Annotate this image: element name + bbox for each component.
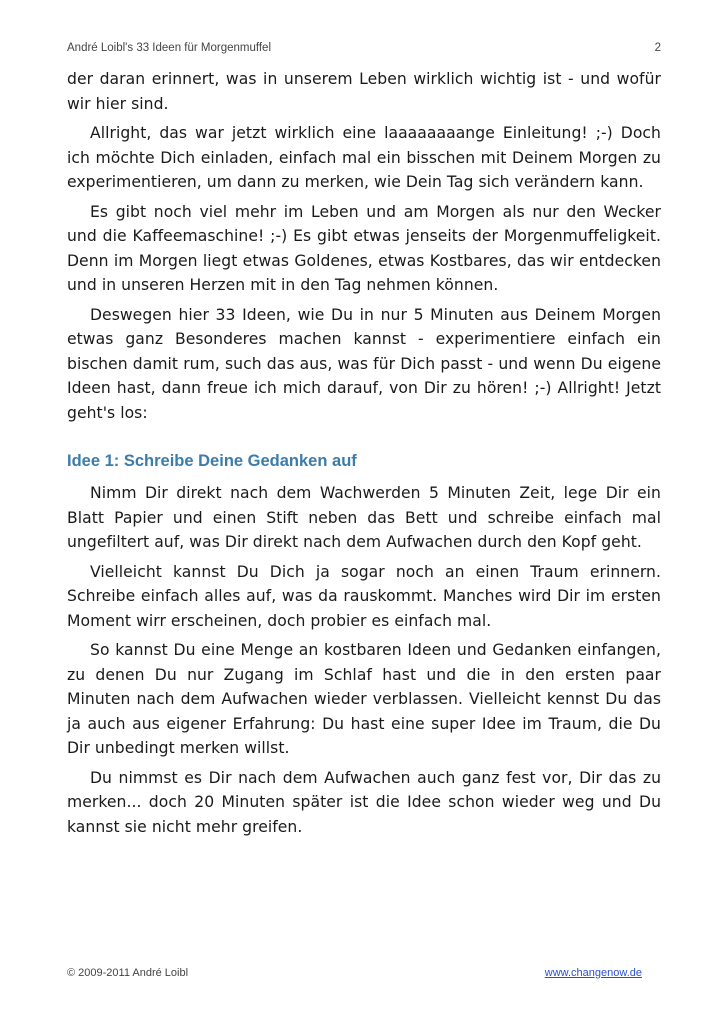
document-body [67, 67, 661, 844]
paragraph: Nimm Dir direkt nach dem Wachwerden 5 Minuten Zeit, lege Dir ein Blatt Papier und einen Stift neben das Bett und schreibe einfach mal ungefiltert auf, was Dir direkt nach dem Aufwachen durch den Kopf geht. [67, 484, 661, 551]
paragraph: Es gibt noch viel mehr im Leben und am Morgen als nur den Wecker und die Kaffeemaschine! ;-) Es gibt etwas jenseits der Morgenmuffeligkeit. Denn im Morgen liegt etwas Goldenes, etwas Kostbares, das wir entdecken und in unseren Herzen mit in den Tag nehmen können. [67, 202, 661, 294]
footer-copyright: © 2009-2011 André Loibl [67, 967, 189, 979]
header-title: André Loibl's 33 Ideen für Morgenmuffel [67, 42, 271, 54]
paragraph: Allright, das war jetzt wirklich eine laaaaaaaange Einleitung! ;-) Doch ich möchte Dich einladen, einfach mal ein bisschen mit Deinem Morgen zu experimentieren, um dann zu merken, wie Dein Tag sich verändern kann. [67, 124, 661, 191]
paragraph: Du nimmst es Dir nach dem Aufwachen auch ganz fest vor, Dir das zu merken... doch 20 Minuten später ist die Idee schon wieder weg und Du kannst sie nicht mehr greifen. [67, 768, 661, 836]
paragraph: Deswegen hier 33 Ideen, wie Du in nur 5 Minuten aus Deinem Morgen etwas ganz Besonderes machen kannst - experimentiere einfach ein bischen damit rum, such das aus, was für Dich passt - und wenn Du eigene Ideen hast, dann freue ich mich darauf, von Dir zu hören! ;-) Allright! Jetzt geht's los: [67, 305, 661, 422]
paragraph: Vielleicht kannst Du Dich ja sogar noch an einen Traum erinnern. Schreibe einfach alles auf, was da rauskommt. Manches wird Dir im ersten Moment wirr erscheinen, doch probier es einfach mal. [67, 562, 661, 630]
paragraph: So kannst Du eine Menge an kostbaren Ideen und Gedanken einfangen, zu denen Du nur Zugang im Schlaf hast und die in den ersten paar Minuten nach dem Aufwachen wieder verblassen. Vielleicht kennst Du das ja auch aus eigener Erfahrung: Du hast eine super Idee im Traum, die Du Dir unbedingt merken willst. [67, 641, 661, 757]
page-footer [67, 967, 642, 981]
section-heading: Idee 1: Schreibe Deine Gedanken auf [67, 452, 357, 470]
footer-website-link[interactable]: www.changenow.de [544, 967, 642, 979]
page-number: 2 [654, 42, 661, 54]
page-header [67, 42, 661, 56]
paragraph: der daran erinnert, was in unserem Leben wirklich wichtig ist - und wofür wir hier sind. [67, 70, 661, 113]
